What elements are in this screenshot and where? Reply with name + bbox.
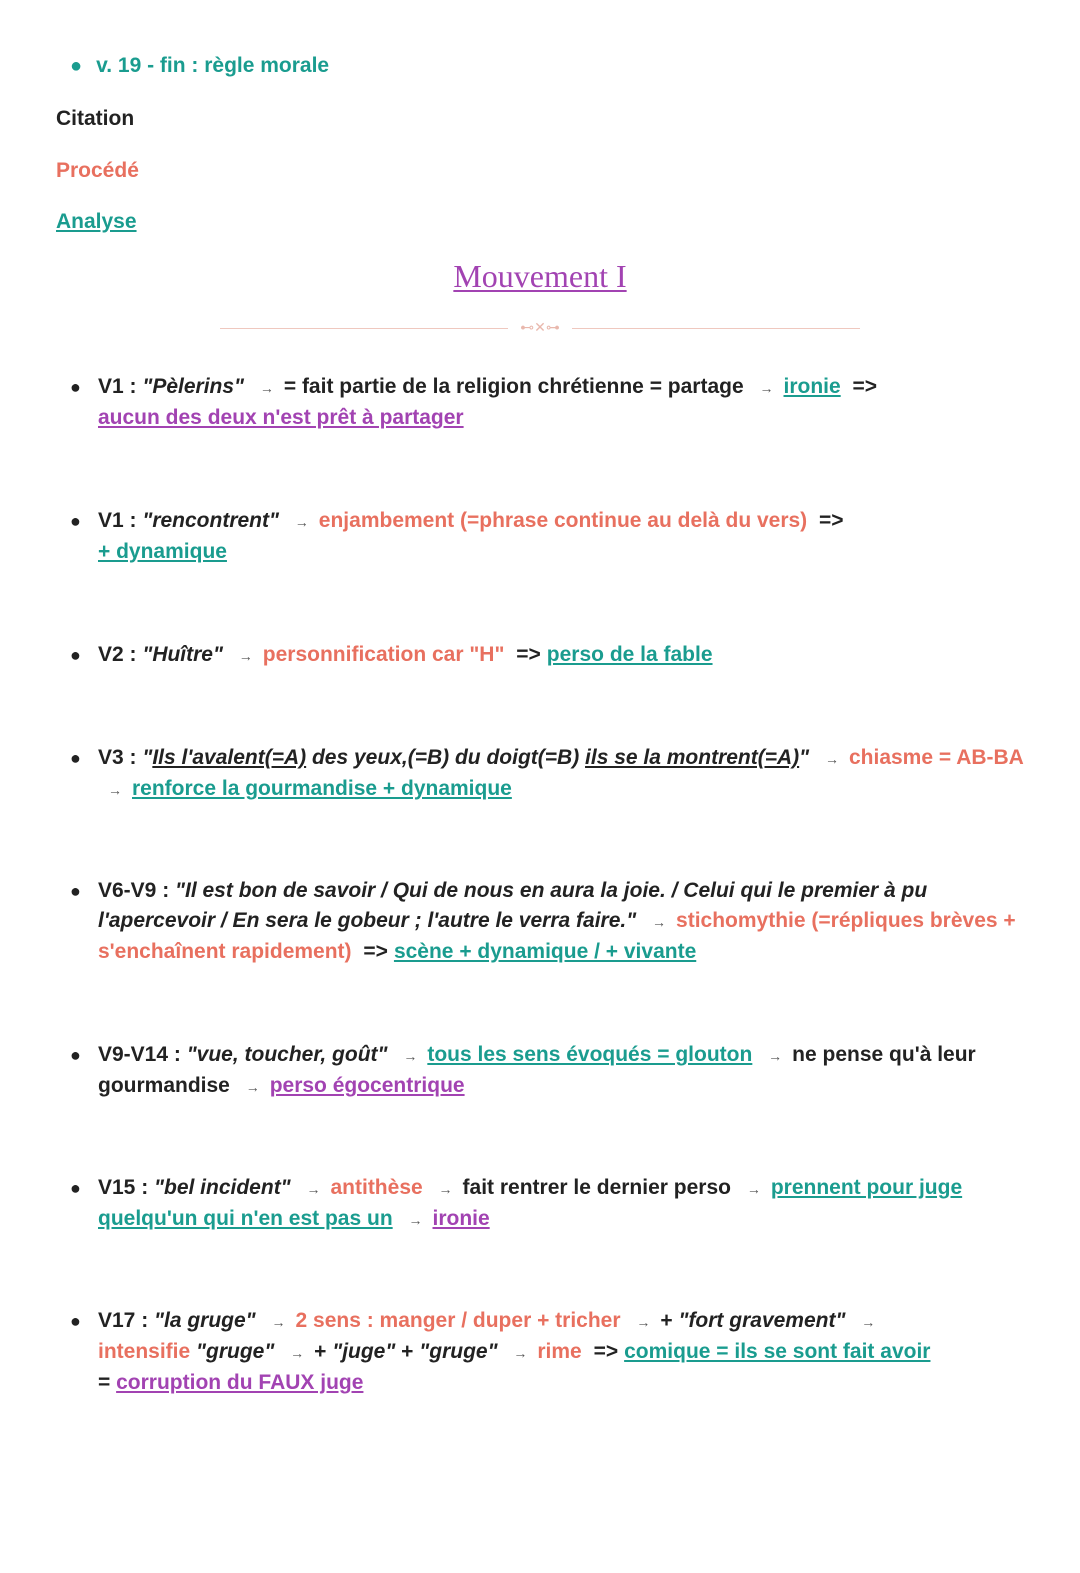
text: =	[98, 1371, 111, 1394]
implies-symbol: =>	[363, 940, 388, 963]
analysis: tous les sens évoqués = glouton	[427, 1043, 753, 1066]
arrow-icon: →	[861, 1314, 876, 1330]
quote-part-b2: du doigt(=B)	[454, 746, 580, 769]
procede: stichomythie (=répliques brèves + s'enchaînent rapidement)	[98, 909, 1016, 963]
bullet-dot: ●	[70, 1311, 81, 1331]
quote-close: "	[799, 746, 810, 769]
text: +	[660, 1309, 673, 1332]
bullet-dot: ●	[70, 748, 81, 768]
analysis: + dynamique	[98, 540, 227, 563]
verse-ref: V6-V9 :	[98, 879, 170, 902]
text: ne pense qu'à leur gourmandise	[98, 1043, 976, 1097]
implies-symbol: =>	[819, 509, 844, 532]
quote-part-a: Ils l'avalent(=A)	[152, 746, 307, 769]
arrow-icon: →	[245, 1079, 260, 1095]
arrow-icon: →	[636, 1314, 651, 1330]
bullet-dot: ●	[70, 377, 81, 397]
bullet-dot: ●	[70, 881, 81, 901]
list-item-v3-chiasme	[70, 743, 1028, 805]
procede: rime	[537, 1340, 582, 1363]
procede: antithèse	[330, 1176, 423, 1199]
verse-ref: V15 :	[98, 1176, 149, 1199]
divider-ornament-icon: ⊷✕⊶	[508, 318, 572, 338]
analysis: comique = ils se sont fait avoir	[624, 1340, 931, 1363]
bullet-dot: ●	[70, 511, 81, 531]
arrow-icon: →	[294, 514, 309, 530]
list-item-v1-rencontrent	[70, 506, 1028, 567]
list-item-v15-bel-incident	[70, 1173, 1028, 1235]
quote: "rencontrent"	[142, 509, 279, 532]
implies-symbol: =>	[852, 375, 878, 398]
analysis: ironie	[783, 375, 841, 398]
quote-part-b: des yeux,(=B)	[311, 746, 450, 769]
text: +	[401, 1340, 414, 1363]
analysis: renforce la gourmandise + dynamique	[132, 777, 512, 800]
verse-ref: V3 :	[98, 746, 137, 769]
procede: intensifie	[98, 1340, 191, 1363]
procede: personnification car "H"	[262, 643, 505, 666]
quote: "fort gravement"	[678, 1309, 846, 1332]
conclusion: perso égocentrique	[269, 1074, 465, 1097]
list-item-v9-v14-sens	[70, 1040, 1028, 1102]
implies-symbol: =>	[516, 643, 541, 666]
arrow-icon: →	[306, 1181, 321, 1197]
text: = fait partie de la religion chrétienne = partage	[283, 375, 744, 398]
conclusion: aucun des deux n'est prêt à partager	[98, 406, 464, 429]
quote-open: "	[142, 746, 153, 769]
arrow-icon: →	[759, 380, 774, 396]
arrow-icon: →	[824, 751, 839, 767]
list-item-v1-pelerins	[70, 372, 1028, 433]
analysis: perso de la fable	[546, 643, 713, 666]
bullet-dot: ●	[70, 645, 81, 665]
list-item-v2-huitre	[70, 640, 1028, 671]
verse-ref: V1 :	[98, 375, 137, 398]
conclusion: corruption du FAUX juge	[116, 1371, 364, 1394]
quote: "Huître"	[142, 643, 223, 666]
bullet-dot: ●	[70, 55, 83, 77]
arrow-icon: →	[108, 782, 122, 798]
analysis: prennent pour juge quelqu'un qui n'en est pas un	[98, 1176, 963, 1230]
section-title: Mouvement I	[453, 258, 627, 294]
quote: "juge"	[332, 1340, 396, 1363]
arrow-icon: →	[768, 1048, 783, 1064]
quote: "bel incident"	[154, 1176, 291, 1199]
procede: chiasme = AB-BA	[848, 746, 1024, 769]
arrow-icon: →	[271, 1314, 286, 1330]
quote: "vue, toucher, goût"	[186, 1043, 388, 1066]
bullet-dot: ●	[70, 1045, 81, 1065]
quote: "gruge"	[196, 1340, 275, 1363]
legend-analyse: Analyse	[56, 210, 137, 233]
arrow-icon: →	[513, 1345, 528, 1361]
verse-ref: V17 :	[98, 1309, 149, 1332]
verse-ref: V2 :	[98, 643, 137, 666]
arrow-icon: →	[438, 1181, 453, 1197]
arrow-icon: →	[238, 648, 253, 664]
legend-procede: Procédé	[56, 159, 139, 182]
procede: enjambement (=phrase continue au delà du vers)	[318, 509, 808, 532]
bullet-dot: ●	[70, 1178, 81, 1198]
conclusion: ironie	[432, 1207, 490, 1230]
text: +	[314, 1340, 327, 1363]
legend-citation: Citation	[56, 107, 135, 130]
movement-range-bullet	[70, 54, 329, 78]
quote: "Pèlerins"	[142, 375, 244, 398]
procede: 2 sens : manger / duper + tricher	[295, 1309, 621, 1332]
quote: "la gruge"	[154, 1309, 256, 1332]
quote-part-a2: ils se la montrent(=A)	[585, 746, 800, 769]
text: fait rentrer le dernier perso	[462, 1176, 731, 1199]
movement-range-text: v. 19 - fin : règle morale	[96, 54, 330, 77]
arrow-icon: →	[403, 1048, 418, 1064]
verse-ref: V1 :	[98, 509, 137, 532]
arrow-icon: →	[408, 1212, 423, 1228]
arrow-icon: →	[259, 380, 274, 396]
arrow-icon: →	[290, 1345, 305, 1361]
analysis: scène + dynamique / + vivante	[393, 940, 697, 963]
arrow-icon: →	[746, 1181, 761, 1197]
quote: "gruge"	[419, 1340, 498, 1363]
arrow-icon: →	[652, 914, 667, 930]
list-item-v6-v9-stichomythie	[70, 876, 1028, 967]
verse-ref: V9-V14 :	[98, 1043, 181, 1066]
quote: "Il est bon de savoir / Qui de nous en aura la joie. / Celui qui le premier à pu l'apercevoir / En sera le gobeur ; l'autre le verra faire."	[98, 879, 928, 932]
implies-symbol: =>	[593, 1340, 619, 1363]
list-item-v17-la-gruge	[70, 1306, 1028, 1398]
